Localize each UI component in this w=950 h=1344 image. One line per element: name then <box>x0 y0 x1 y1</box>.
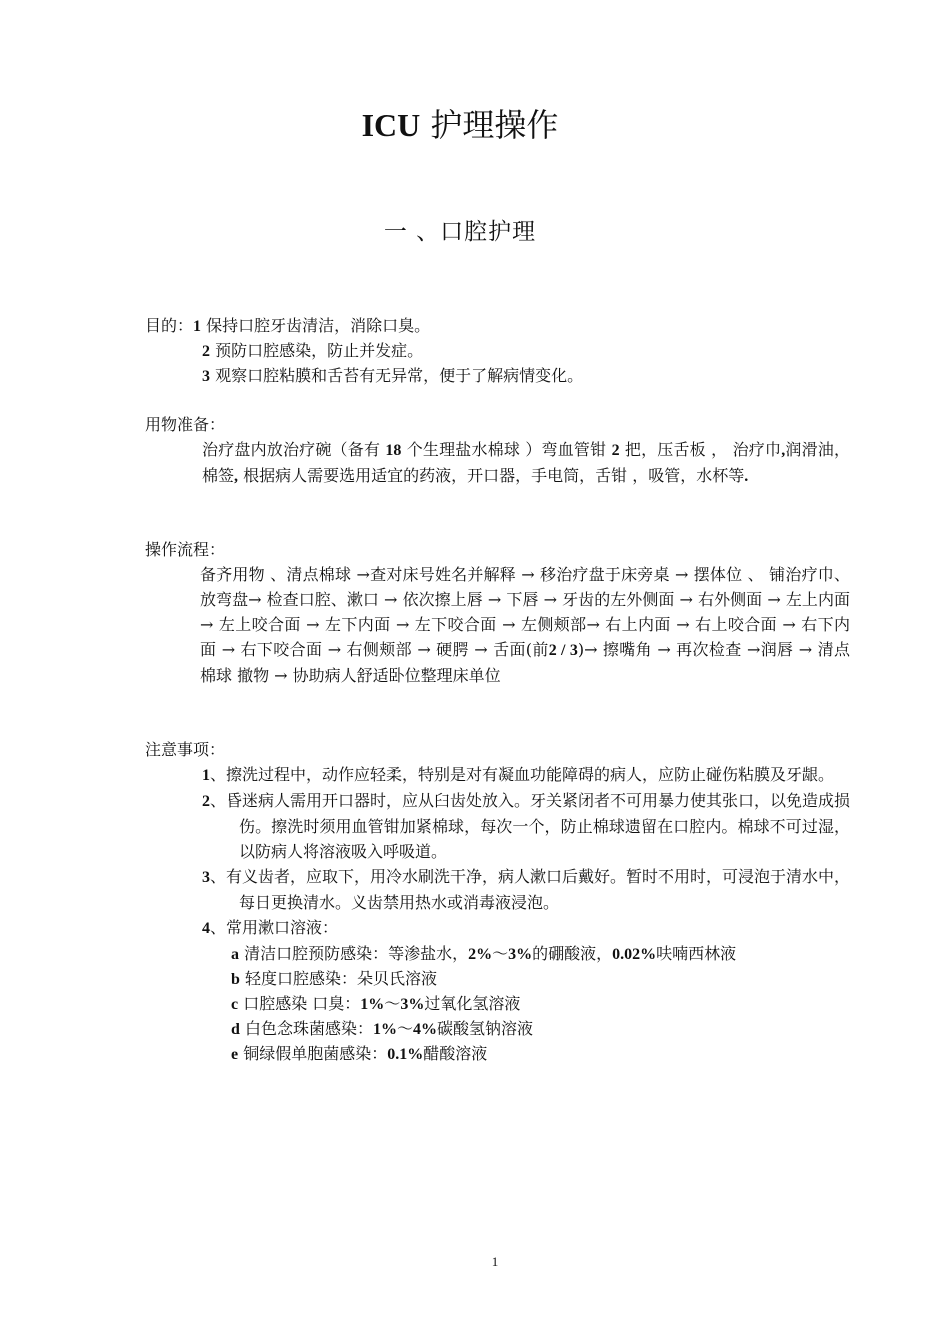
solution-text: 铜绿假单胞菌感染： <box>238 1044 388 1063</box>
purpose-item-text: 预防口腔感染，防止并发症。 <box>210 341 424 360</box>
solution-text: 呋喃西林液 <box>656 944 737 963</box>
purpose-item-text: 观察口腔粘膜和舌苔有无异常，便于了解病情变化。 <box>210 366 584 385</box>
document-title <box>0 103 920 147</box>
purpose-item-num: 1 <box>193 318 202 335</box>
note-num: 3 <box>202 869 210 886</box>
solution-text: 碳酸氢钠溶液 <box>437 1019 534 1038</box>
note-num: 2 <box>202 793 210 810</box>
solution-letter: c <box>231 996 239 1013</box>
solution-concentration: 4% <box>413 1021 438 1038</box>
supplies-number: 2 <box>611 442 620 459</box>
solution-item-e <box>145 1041 850 1066</box>
solution-concentration: 0.02% <box>612 946 657 963</box>
note-text: 、有义齿者，应取下，用冷水刷洗干净，病人漱口后戴好。暂时不用时，可浸泡于清水中，每日更换清水。义齿禁用热水或消毒液浸泡。 <box>210 867 851 912</box>
note-item-1 <box>145 762 850 788</box>
supplies-text-part: 根据病人需要选用适宜的药液，开口器，手电筒，舌钳 ，吸管，水杯等 <box>238 466 745 485</box>
notes-section <box>145 737 850 1066</box>
supplies-number: 18 <box>385 442 402 459</box>
solution-letter: d <box>231 1021 240 1038</box>
supplies-text <box>145 437 850 489</box>
solution-text: 清洁口腔预防感染：等渗盐水， <box>239 944 469 963</box>
purpose-item-1 <box>145 313 850 338</box>
note-text: 、常用漱口溶液： <box>210 918 339 937</box>
solution-item-c <box>145 991 850 1016</box>
solution-letter: b <box>231 971 240 988</box>
solution-letter: e <box>231 1046 239 1063</box>
purpose-item-text: 保持口腔牙齿清洁，消除口臭。 <box>201 316 431 335</box>
solution-text: ～ <box>492 944 509 963</box>
solution-text: 的硼酸液， <box>532 944 613 963</box>
supplies-punct: , <box>781 442 786 459</box>
procedure-section <box>145 537 850 688</box>
solution-letter: a <box>231 946 239 963</box>
title-en: ICU <box>361 107 421 143</box>
note-num: 1 <box>202 767 210 784</box>
purpose-item-3 <box>145 363 850 388</box>
solution-concentration: 3% <box>400 996 425 1013</box>
note-item-2 <box>145 788 850 864</box>
note-item-4 <box>145 915 850 941</box>
solution-text: ～ <box>397 1019 414 1038</box>
notes-label: 注意事项： <box>145 740 226 759</box>
procedure-fraction: 2 / 3 <box>548 642 578 659</box>
purpose-section <box>145 313 850 388</box>
supplies-section <box>145 412 850 489</box>
note-num: 4 <box>202 920 210 937</box>
supplies-text-part: 润滑油，棉签 <box>202 440 850 485</box>
procedure-text-part: )→ 擦嘴角 → 再次检查 →润唇 → 清点棉球 撤物 → 协助病人舒适卧位整理床单位 <box>200 640 850 685</box>
procedure-text <box>145 562 850 688</box>
title-cn: 护理操作 <box>420 106 559 144</box>
solution-text: 口腔感染 口臭： <box>238 994 361 1013</box>
solution-concentration: 0.1% <box>387 1046 424 1063</box>
solution-item-b <box>145 966 850 991</box>
solution-item-a <box>145 941 850 966</box>
purpose-item-2 <box>145 338 850 363</box>
solution-text: 轻度口腔感染：朵贝氏溶液 <box>239 969 437 988</box>
solution-text: 白色念珠菌感染： <box>239 1019 373 1038</box>
solution-text: 醋酸溶液 <box>423 1044 488 1063</box>
solution-concentration: 2% <box>468 946 493 963</box>
solution-text: 过氧化氢溶液 <box>424 994 521 1013</box>
purpose-item-num: 2 <box>202 343 210 360</box>
solution-text: ～ <box>384 994 401 1013</box>
solution-item-d <box>145 1016 850 1041</box>
purpose-label: 目的： <box>145 316 194 335</box>
supplies-text-part: 治疗盘内放治疗碗（备有 <box>202 440 386 459</box>
section-title: 一 、口腔护理 <box>383 219 537 245</box>
procedure-text-part: 备齐用物 、清点棉球 →查对床号姓名并解释 → 移治疗盘于床旁桌 → 摆体位 、 铺治疗巾、放弯盘→ 检查口腔、漱口 → 依次擦上唇 → 下唇 → 牙齿的左外侧面 → 右外侧面 → 左上内面 → 左上咬合面 → 左下内面 → 左下咬合面 → 左侧颊部→ 右上内面 → 右上咬合面 → 右下内面 → 右下咬合面 → 右侧颊部 → 硬腭 → 舌面(前 <box>200 565 850 659</box>
solution-concentration: 3% <box>508 946 533 963</box>
supplies-punct: . <box>744 468 749 485</box>
purpose-item-num: 3 <box>202 368 210 385</box>
page-number: 1 <box>491 1254 499 1269</box>
note-item-3 <box>145 864 850 915</box>
note-text: 、昏迷病人需用开口器时，应从臼齿处放入。牙关紧闭者不可用暴力使其张口，以免造成损伤。擦洗时须用血管钳加紧棉球，每次一个，防止棉球遗留在口腔内。棉球不可过湿，以防病人将溶液吸入呼吸道。 <box>210 791 851 861</box>
supplies-text-part: 个生理盐水棉球 ）弯血管钳 <box>401 440 612 459</box>
solution-concentration: 1% <box>373 1021 397 1038</box>
supplies-text-part: 把，压舌板 ， 治疗巾 <box>619 440 782 459</box>
note-text: 、擦洗过程中，动作应轻柔，特别是对有凝血功能障碍的病人，应防止碰伤粘膜及牙龈。 <box>210 765 835 784</box>
procedure-label: 操作流程： <box>145 540 226 559</box>
supplies-punct: , <box>234 468 239 485</box>
solution-concentration: 1% <box>360 996 385 1013</box>
supplies-label: 用物准备： <box>145 415 226 434</box>
